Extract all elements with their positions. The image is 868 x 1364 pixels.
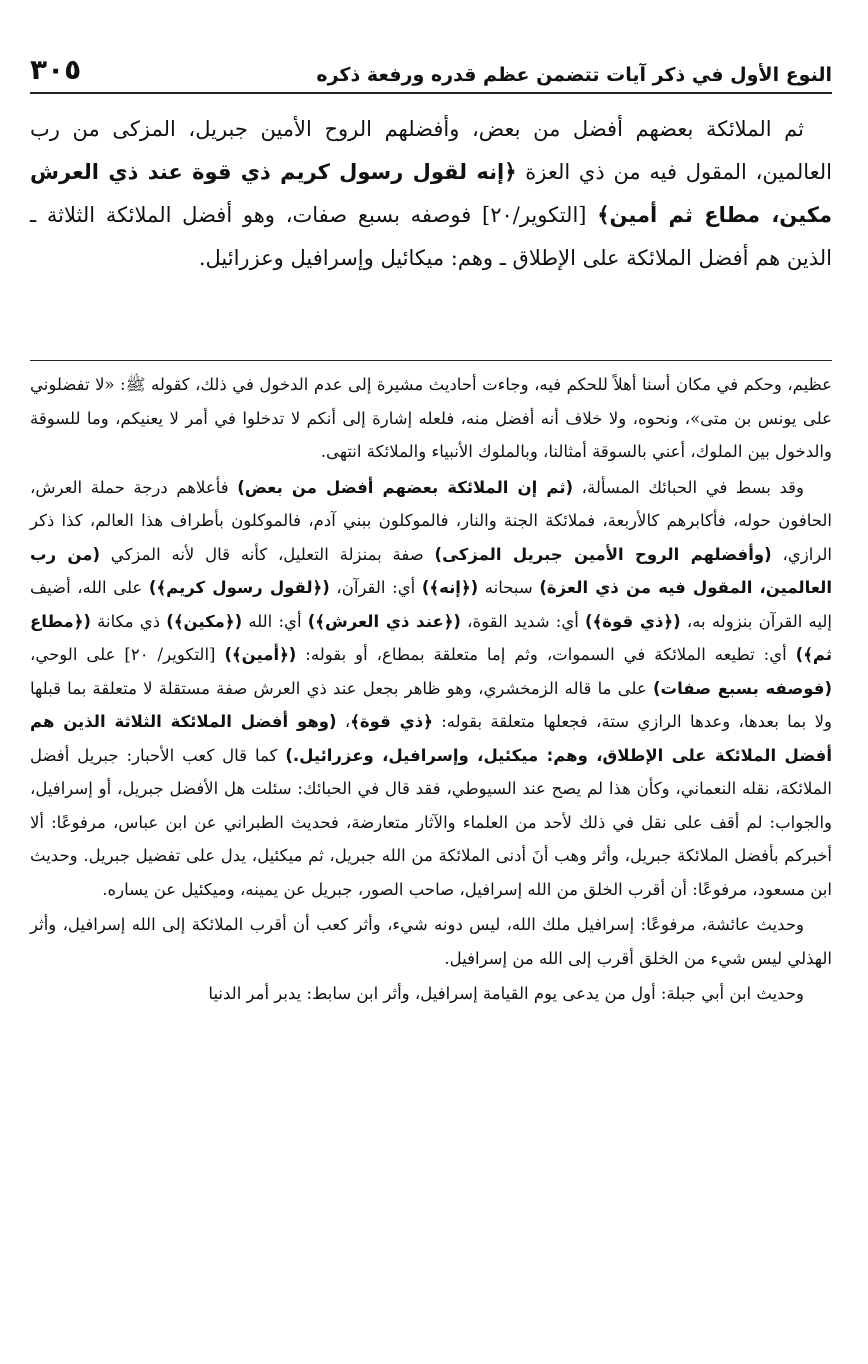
quoted-matn: (من رب العالمين، المقول فيه من ذي العزة) — [30, 544, 832, 597]
page-number: ٣٠٥ — [30, 53, 82, 86]
quoted-matn: (﴿لقول رسول كريم﴾) — [148, 578, 330, 597]
quoted-matn: (وأفضلهم الروح الأمين جبريل المزكى) — [434, 544, 772, 564]
commentary-paragraph: وحديث ابن أبي جبلة: أول من يدعى يوم القيامة إسرافيل، وأثر ابن سابط: يدبر أمر الدنيا — [208, 984, 804, 1003]
commentary-text: وقد بسط في الحبائك المسألة، — [573, 477, 804, 497]
quoted-matn: (﴿أمين﴾) — [224, 645, 297, 664]
quoted-matn: (وهو أفضل الملائكة الثلاثة الذين هم أفضل الملائكة على الإطلاق، وهم: ميكئيل، وإسرافيل، وعزرائيل.) — [30, 712, 832, 765]
main-text — [30, 108, 832, 280]
commentary-text: أي: القرآن، — [329, 578, 422, 597]
quoted-matn: (﴿مطاع ثم﴾) — [30, 611, 833, 664]
footnote-divider — [30, 360, 832, 361]
commentary-text: على الله، أضيف إليه القرآن بنزوله به، — [30, 578, 832, 631]
quoted-matn: ﴿ذي قوة﴾ — [350, 712, 433, 731]
commentary-text: [التكوير/ ٢٠] على الوحي، — [30, 645, 225, 664]
main-paragraph — [30, 108, 832, 280]
commentary-text: سبحانه — [478, 578, 540, 597]
commentary-text: على ما قاله الزمخشري، وهو ظاهر بجعل عند ذي العرش صفة مستقلة لا متعلقة بما قبلها ولا بما بعدها، وعدها الرازي ستة، فجعلها متعلقة بقوله: — [30, 678, 832, 731]
quoted-matn: (﴿إنه﴾) — [421, 578, 479, 597]
commentary-text: صفة بمنزلة التعليل، كأنه قال لأنه المزكي — [100, 544, 435, 564]
quoted-matn: (ثم إن الملائكة بعضهم أفضل من بعض) — [237, 477, 574, 497]
quran-quote: ﴿إنه لقول رسول كريم ذي قوة عند ذي العرش مكين، مطاع ثم أمين﴾ — [30, 160, 832, 227]
quoted-matn: (فوصفه بسبع صفات) — [652, 678, 832, 698]
running-title: النوع الأول في ذكر آيات تتضمن عظم قدره ورفعة ذكره — [316, 64, 832, 86]
commentary-paragraph: عظيم، وحكم في مكان أسنا أهلاً للحكم فيه، وجاءت أحاديث مشيرة إلى عدم الدخول في ذلك، كقوله ﷺ: «لا تفضلوني على يونس بن متى»، ونحوه، ولا خلاف أنه أفضل منه، فلعله إشارة إلى أنكم لا تدخلوا في أمر لا يعنيكم، وما للسوقة والدخول بين الملوك، أعني بالسوقة أمثالنا، وبالملوك الأنبياء والملائكة انتهى. — [30, 375, 832, 461]
commentary-text: كما قال كعب الأحبار: جبريل أفضل الملائكة، نقله النعماني، وكأن هذا لم يصح عند السيوطي، فقد قال في الحبائك: سئلت هل الأفضل جبريل، أو إسرافيل، والجواب: لم أقف على نقل في ذلك لأحد من العلماء والآثار متعارضة، فحديث الطبراني عن ابن عباس، مرفوعًا: ألا أخبركم بأفضل الملائكة جبريل، وأثر وهب أنَ أدنى الملائكة من الله جبريل، ثم ميكئيل، يدل على تفضيل جبريل. وحديث ابن مسعود، مرفوعًا: أن أقرب الخلق من الله إسرافيل، صاحب الصور، جبريل عن يمينه، وميكئيل عن يساره. — [30, 745, 832, 899]
commentary-paragraph — [30, 471, 832, 907]
quoted-matn: (﴿ذي قوة﴾) — [585, 611, 681, 631]
commentary-text: فأعلاهم درجة حملة العرش، الحافون حوله، فأكابرهم كالأربعة، فملائكة الجنة والنار، فالموكلون ببني آدم، فالموكلون بأطراف هذا العالم، كذا ذكر الرازي، — [30, 477, 833, 564]
commentary-text: أي: تطيعه الملائكة في السموات، وثم إما متعلقة بمطاع، أو بقوله: — [296, 645, 796, 664]
main-text-part: [التكوير/٢٠] فوصفه بسبع صفات، وهو أفضل الملائكة الثلاثة ـ الذين هم أفضل الملائكة على الإطلاق ـ وهم: ميكائيل وإسرافيل وعزرائيل. — [30, 203, 832, 270]
main-text-part: ثم الملائكة بعضهم أفضل من بعض، وأفضلهم الروح الأمين جبريل، المزكى من رب العالمين، المقول فيه من ذي العزة — [30, 117, 832, 184]
commentary-text: أي: شديد القوة، — [460, 611, 586, 631]
commentary-text: ، — [336, 712, 351, 731]
page-header — [30, 44, 832, 94]
commentary-paragraph: وحديث عائشة، مرفوعًا: إسرافيل ملك الله، ليس دونه شيء، وأثر كعب أن أقرب الملائكة إلى الله إسرافيل، وأثر الهذلي ليس شيء من الخلق أقرب إلى الله من إسرافيل. — [30, 915, 832, 968]
quoted-matn: (﴿مكين﴾) — [166, 611, 243, 631]
commentary — [30, 368, 832, 1013]
commentary-text: أي: الله — [242, 611, 308, 631]
commentary-text: ذي مكانة — [90, 611, 167, 631]
quoted-matn: (﴿عند ذي العرش﴾) — [307, 611, 461, 631]
